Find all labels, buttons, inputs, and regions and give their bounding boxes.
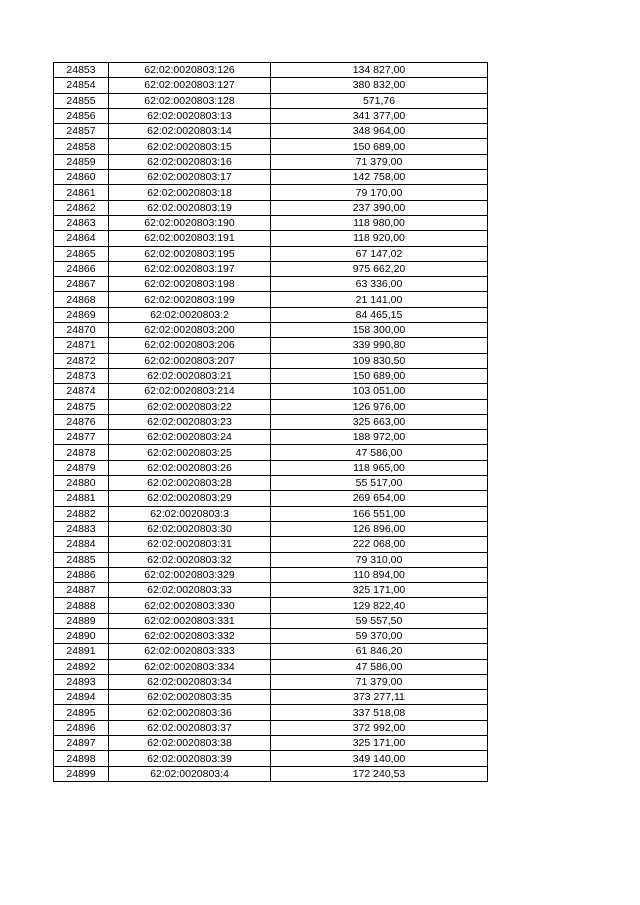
row-number-cell: 24865 [54,246,109,261]
row-number-cell: 24874 [54,384,109,399]
cadastral-number-cell: 62:02:0020803:214 [109,384,271,399]
cadastral-number-cell: 62:02:0020803:126 [109,63,271,78]
row-number-cell: 24877 [54,430,109,445]
cadastral-number-cell: 62:02:0020803:22 [109,399,271,414]
row-number-cell: 24886 [54,567,109,582]
cadastral-number-cell: 62:02:0020803:32 [109,552,271,567]
cadastral-number-cell: 62:02:0020803:28 [109,476,271,491]
row-number-cell: 24898 [54,751,109,766]
table-row [54,644,488,659]
value-cell: 63 336,00 [271,277,488,292]
value-cell: 348 964,00 [271,124,488,139]
value-cell: 79 170,00 [271,185,488,200]
table-row [54,338,488,353]
table-row [54,292,488,307]
row-number-cell: 24879 [54,460,109,475]
value-cell: 158 300,00 [271,323,488,338]
table-row [54,307,488,322]
cadastral-number-cell: 62:02:0020803:24 [109,430,271,445]
row-number-cell: 24895 [54,705,109,720]
row-number-cell: 24889 [54,613,109,628]
table-row [54,552,488,567]
row-number-cell: 24854 [54,78,109,93]
row-number-cell: 24866 [54,261,109,276]
value-cell: 67 147,02 [271,246,488,261]
cadastral-number-cell: 62:02:0020803:33 [109,583,271,598]
value-cell: 21 141,00 [271,292,488,307]
table-row [54,215,488,230]
table-row [54,720,488,735]
table-row [54,613,488,628]
cadastral-number-cell: 62:02:0020803:23 [109,414,271,429]
cadastral-number-cell: 62:02:0020803:127 [109,78,271,93]
table-row [54,628,488,643]
table-row [54,108,488,123]
cadastral-number-cell: 62:02:0020803:199 [109,292,271,307]
value-cell: 380 832,00 [271,78,488,93]
row-number-cell: 24890 [54,628,109,643]
row-number-cell: 24884 [54,537,109,552]
value-cell: 103 051,00 [271,384,488,399]
table-row [54,674,488,689]
row-number-cell: 24867 [54,277,109,292]
table-row [54,430,488,445]
row-number-cell: 24868 [54,292,109,307]
cadastral-number-cell: 62:02:0020803:36 [109,705,271,720]
row-number-cell: 24876 [54,414,109,429]
cadastral-number-cell: 62:02:0020803:128 [109,93,271,108]
cadastral-number-cell: 62:02:0020803:331 [109,613,271,628]
cadastral-number-cell: 62:02:0020803:31 [109,537,271,552]
value-cell: 59 557,50 [271,613,488,628]
table-row [54,583,488,598]
row-number-cell: 24860 [54,170,109,185]
row-number-cell: 24878 [54,445,109,460]
table-body [54,63,488,782]
table-row [54,690,488,705]
table-row [54,261,488,276]
cadastral-number-cell: 62:02:0020803:3 [109,506,271,521]
table-row [54,63,488,78]
cadastral-number-cell: 62:02:0020803:13 [109,108,271,123]
table-row [54,766,488,781]
value-cell: 126 896,00 [271,521,488,536]
row-number-cell: 24872 [54,353,109,368]
cadastral-number-cell: 62:02:0020803:38 [109,736,271,751]
table-row [54,705,488,720]
row-number-cell: 24894 [54,690,109,705]
value-cell: 47 586,00 [271,659,488,674]
row-number-cell: 24880 [54,476,109,491]
table-row [54,124,488,139]
value-cell: 166 551,00 [271,506,488,521]
cadastral-number-cell: 62:02:0020803:29 [109,491,271,506]
row-number-cell: 24862 [54,200,109,215]
value-cell: 150 689,00 [271,368,488,383]
value-cell: 237 390,00 [271,200,488,215]
table-row [54,445,488,460]
cadastral-number-cell: 62:02:0020803:17 [109,170,271,185]
row-number-cell: 24871 [54,338,109,353]
table-row [54,476,488,491]
cadastral-number-cell: 62:02:0020803:207 [109,353,271,368]
row-number-cell: 24863 [54,215,109,230]
table-row [54,154,488,169]
value-cell: 150 689,00 [271,139,488,154]
cadastral-number-cell: 62:02:0020803:37 [109,720,271,735]
value-cell: 222 068,00 [271,537,488,552]
table-row [54,185,488,200]
row-number-cell: 24899 [54,766,109,781]
cadastral-number-cell: 62:02:0020803:18 [109,185,271,200]
row-number-cell: 24857 [54,124,109,139]
table-row [54,537,488,552]
cadastral-number-cell: 62:02:0020803:39 [109,751,271,766]
value-cell: 71 379,00 [271,674,488,689]
cadastral-number-cell: 62:02:0020803:334 [109,659,271,674]
cadastral-number-cell: 62:02:0020803:25 [109,445,271,460]
row-number-cell: 24864 [54,231,109,246]
value-cell: 269 654,00 [271,491,488,506]
row-number-cell: 24885 [54,552,109,567]
table-row [54,659,488,674]
cadastral-number-cell: 62:02:0020803:332 [109,628,271,643]
cadastral-number-cell: 62:02:0020803:30 [109,521,271,536]
row-number-cell: 24875 [54,399,109,414]
value-cell: 59 370,00 [271,628,488,643]
table-row [54,200,488,215]
cadastral-number-cell: 62:02:0020803:191 [109,231,271,246]
value-cell: 339 990,80 [271,338,488,353]
value-cell: 118 980,00 [271,215,488,230]
row-number-cell: 24882 [54,506,109,521]
row-number-cell: 24897 [54,736,109,751]
table-row [54,246,488,261]
table-row [54,399,488,414]
cadastral-number-cell: 62:02:0020803:206 [109,338,271,353]
row-number-cell: 24881 [54,491,109,506]
table-row [54,353,488,368]
value-cell: 142 758,00 [271,170,488,185]
table-row [54,751,488,766]
value-cell: 110 894,00 [271,567,488,582]
table-row [54,277,488,292]
value-cell: 571,76 [271,93,488,108]
table-row [54,506,488,521]
table-row [54,598,488,613]
cadastral-number-cell: 62:02:0020803:197 [109,261,271,276]
value-cell: 61 846,20 [271,644,488,659]
value-cell: 71 379,00 [271,154,488,169]
table-row [54,231,488,246]
value-cell: 372 992,00 [271,720,488,735]
cadastral-number-cell: 62:02:0020803:190 [109,215,271,230]
table-row [54,414,488,429]
value-cell: 172 240,53 [271,766,488,781]
cadastral-number-cell: 62:02:0020803:16 [109,154,271,169]
row-number-cell: 24891 [54,644,109,659]
value-cell: 325 663,00 [271,414,488,429]
table-row [54,521,488,536]
row-number-cell: 24896 [54,720,109,735]
cadastral-number-cell: 62:02:0020803:14 [109,124,271,139]
value-cell: 47 586,00 [271,445,488,460]
cadastral-number-cell: 62:02:0020803:195 [109,246,271,261]
cadastral-number-cell: 62:02:0020803:198 [109,277,271,292]
row-number-cell: 24873 [54,368,109,383]
table-row [54,384,488,399]
cadastral-number-cell: 62:02:0020803:200 [109,323,271,338]
table-row [54,93,488,108]
data-table [53,62,488,782]
cadastral-number-cell: 62:02:0020803:330 [109,598,271,613]
value-cell: 349 140,00 [271,751,488,766]
cadastral-number-cell: 62:02:0020803:329 [109,567,271,582]
value-cell: 109 830,50 [271,353,488,368]
table-row [54,78,488,93]
value-cell: 975 662,20 [271,261,488,276]
table-row [54,736,488,751]
value-cell: 129 822,40 [271,598,488,613]
row-number-cell: 24869 [54,307,109,322]
value-cell: 341 377,00 [271,108,488,123]
value-cell: 337 518,08 [271,705,488,720]
table-row [54,491,488,506]
row-number-cell: 24870 [54,323,109,338]
table-row [54,170,488,185]
cadastral-number-cell: 62:02:0020803:15 [109,139,271,154]
row-number-cell: 24856 [54,108,109,123]
value-cell: 55 517,00 [271,476,488,491]
value-cell: 126 976,00 [271,399,488,414]
table-row [54,139,488,154]
row-number-cell: 24893 [54,674,109,689]
value-cell: 134 827,00 [271,63,488,78]
cadastral-number-cell: 62:02:0020803:21 [109,368,271,383]
value-cell: 118 965,00 [271,460,488,475]
cadastral-number-cell: 62:02:0020803:26 [109,460,271,475]
value-cell: 188 972,00 [271,430,488,445]
cadastral-number-cell: 62:02:0020803:35 [109,690,271,705]
value-cell: 84 465,15 [271,307,488,322]
value-cell: 118 920,00 [271,231,488,246]
row-number-cell: 24859 [54,154,109,169]
cadastral-number-cell: 62:02:0020803:4 [109,766,271,781]
value-cell: 325 171,00 [271,583,488,598]
value-cell: 325 171,00 [271,736,488,751]
value-cell: 373 277,11 [271,690,488,705]
cadastral-number-cell: 62:02:0020803:34 [109,674,271,689]
table-row [54,567,488,582]
value-cell: 79 310,00 [271,552,488,567]
row-number-cell: 24858 [54,139,109,154]
row-number-cell: 24892 [54,659,109,674]
row-number-cell: 24887 [54,583,109,598]
table-row [54,368,488,383]
row-number-cell: 24888 [54,598,109,613]
table-row [54,460,488,475]
row-number-cell: 24855 [54,93,109,108]
cadastral-number-cell: 62:02:0020803:2 [109,307,271,322]
row-number-cell: 24853 [54,63,109,78]
cadastral-number-cell: 62:02:0020803:333 [109,644,271,659]
row-number-cell: 24883 [54,521,109,536]
cadastral-number-cell: 62:02:0020803:19 [109,200,271,215]
row-number-cell: 24861 [54,185,109,200]
table-row [54,323,488,338]
